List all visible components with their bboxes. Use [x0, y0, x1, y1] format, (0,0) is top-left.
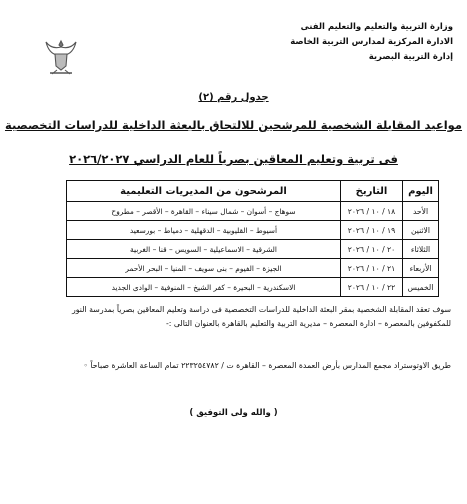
header-candidates: المرشحون من المديريات التعليمية [67, 181, 341, 202]
interview-location-paragraph [11, 303, 451, 331]
table-row [67, 278, 439, 297]
row-date: ٢٠ / ١٠ / ٢٠٢٦ [341, 240, 403, 259]
table-row [67, 259, 439, 278]
header-date: التاريخ [341, 181, 403, 202]
ministry-line-1: وزارة التربية والتعليم والتعليم الفنى [300, 22, 453, 32]
row-day: الاثنين [403, 221, 439, 240]
row-regions: أسيوط – القليوبية – الدقهلية – دمياط – بورسعيد [67, 221, 341, 240]
table-row [67, 221, 439, 240]
row-date: ١٨ / ١٠ / ٢٠٢٦ [341, 202, 403, 221]
ministry-line-2: الادارة المركزية لمدارس التربية الخاصة [290, 37, 453, 47]
address-line: طريق الاوتوستراد مجمع المدارس بأرض العمدة المعصرة – القاهرة ت / ٢٢٣٢٥٤٧٨٢ تمام الساعة العاشرة صباحاً ◦ [83, 361, 451, 370]
row-day: الثلاثاء [403, 240, 439, 259]
row-regions: الاسكندرية – البحيرة – كفر الشيخ – المنوفية – الوادى الجديد [67, 278, 341, 297]
table-header-row [67, 181, 439, 202]
interview-schedule-table [66, 180, 439, 297]
paragraph-line-2: للمكفوفين بالمعصرة – ادارة المعصرة – مديرية التربية والتعليم بالقاهرة بالعنوان التالى :- [165, 319, 451, 328]
table-row [67, 240, 439, 259]
row-regions: الشرقية – الاسماعيلية – السويس – قنا – الغربية [67, 240, 341, 259]
paragraph-line-1: سوف تعقد المقابلة الشخصية بمقر البعثة الداخلية للدراسات التخصصية فى دراسة وتعليم المعاقين بصرياً بمدرسة النور [71, 305, 451, 314]
header-day: اليوم [403, 181, 439, 202]
row-date: ٢٢ / ١٠ / ٢٠٢٦ [341, 278, 403, 297]
eagle-emblem-icon [44, 37, 78, 77]
closing-phrase: ( والله ولى التوفيق ) [189, 408, 278, 418]
table-row [67, 202, 439, 221]
row-regions: سوهاج – أسوان – شمال سيناء – القاهرة – الأقصر – مطروح [67, 202, 341, 221]
table-number: جدول رقم (٢) [198, 92, 269, 103]
document-title-line-2: فى تربية وتعليم المعاقين بصرياً للعام الدراسي ٢٠٢٦/٢٠٢٧ [69, 152, 398, 166]
row-day: الأحد [403, 202, 439, 221]
ministry-header [290, 20, 453, 65]
row-date: ٢١ / ١٠ / ٢٠٢٦ [341, 259, 403, 278]
document-title-line-1: مواعيد المقابلة الشخصية للمرشحين للالتحاق بالبعثة الداخلية للدراسات التخصصية [4, 118, 463, 132]
ministry-line-3: إدارة التربية البصرية [368, 52, 453, 62]
row-date: ١٩ / ١٠ / ٢٠٢٦ [341, 221, 403, 240]
row-day: الخميس [403, 278, 439, 297]
row-regions: الجيزة – الفيوم – بنى سويف – المنيا – البحر الأحمر [67, 259, 341, 278]
row-day: الأربعاء [403, 259, 439, 278]
